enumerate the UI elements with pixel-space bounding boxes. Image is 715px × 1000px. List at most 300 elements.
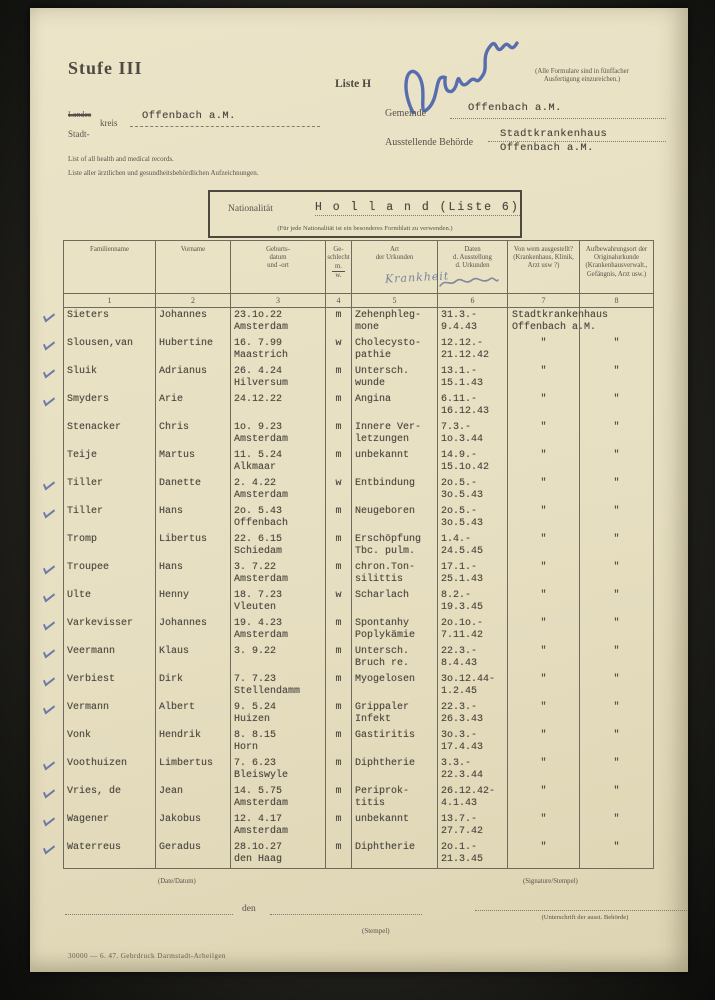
- cell-vorname: [155, 420, 230, 448]
- cell-von-wem-ausgestellt: [507, 560, 579, 588]
- date-caption: (Date/Datum): [158, 878, 196, 885]
- cell-vorname: [155, 588, 230, 616]
- cell-text: Diphtherie: [355, 758, 416, 769]
- table-header-row: [63, 240, 654, 294]
- cell-art-der-urkunden: [351, 616, 437, 644]
- cell-text: Geradus: [159, 842, 202, 853]
- pen-check-mark: [43, 365, 55, 378]
- nationality-value: H o l l a n d (Liste 6): [315, 201, 520, 214]
- cell-text: titis: [355, 798, 386, 809]
- kreis-label: kreis: [100, 118, 118, 128]
- column-header-3: [230, 241, 325, 293]
- date-fill-line: [270, 900, 422, 915]
- cell-text: Schiedam: [234, 546, 283, 557]
- cell-text: 7.3.-: [441, 422, 472, 433]
- cell-familienname: [63, 812, 155, 840]
- cell-familienname: [63, 644, 155, 672]
- cell-art-der-urkunden: [351, 336, 437, 364]
- ditto-mark: ": [613, 786, 620, 797]
- cell-geburtsdatum-ort: [230, 644, 325, 672]
- cell-text: m: [335, 394, 342, 405]
- cell-geburtsdatum-ort: [230, 364, 325, 392]
- cell-vorname: [155, 448, 230, 476]
- cell-text: Adrianus: [159, 366, 208, 377]
- cell-text: w: [335, 338, 342, 349]
- sex-mw-fraction: m. w.: [332, 263, 345, 279]
- ditto-mark: ": [540, 702, 547, 713]
- cell-text: 26.3.43: [441, 714, 484, 725]
- cell-daten-der-ausstellung: [437, 364, 507, 392]
- cell-von-wem-ausgestellt: [507, 308, 609, 336]
- ditto-mark: ": [540, 842, 547, 853]
- cell-text: 16.12.43: [441, 406, 490, 417]
- table-row: [63, 392, 654, 420]
- cell-text: Stenacker: [67, 422, 122, 433]
- column-header-line: d. Ausstellung: [453, 254, 492, 262]
- cell-geburtsdatum-ort: [230, 336, 325, 364]
- cell-daten-der-ausstellung: [437, 336, 507, 364]
- cell-text: 3o.12.44-: [441, 674, 496, 685]
- ditto-mark: ": [613, 842, 620, 853]
- cell-text: 3. 7.22: [234, 562, 277, 573]
- cell-text: Albert: [159, 702, 196, 713]
- ditto-mark: ": [540, 590, 547, 601]
- ditto-mark: ": [540, 422, 547, 433]
- cell-art-der-urkunden: [351, 812, 437, 840]
- cell-familienname: [63, 756, 155, 784]
- cell-text: 1.2.45: [441, 686, 478, 697]
- cell-geburtsdatum-ort: [230, 448, 325, 476]
- cell-art-der-urkunden: [351, 560, 437, 588]
- nationality-box: [208, 190, 522, 238]
- ditto-mark: ": [540, 814, 547, 825]
- scanned-form-page: [30, 8, 688, 972]
- cell-text: m: [335, 562, 342, 573]
- cell-text: unbekannt: [355, 814, 410, 825]
- nationality-label: Nationalität: [228, 204, 273, 214]
- cell-text: Jean: [159, 786, 184, 797]
- cell-text: 24.12.22: [234, 394, 283, 405]
- cell-daten-der-ausstellung: [437, 588, 507, 616]
- cell-text: 12. 4.17: [234, 814, 283, 825]
- stempel-caption: (Stempel): [362, 927, 390, 935]
- cell-familienname: [63, 308, 155, 336]
- cell-geburtsdatum-ort: [230, 560, 325, 588]
- cell-aufbewahrungsort: [579, 532, 654, 560]
- cell-von-wem-ausgestellt: [507, 756, 579, 784]
- ditto-mark: ": [540, 562, 547, 573]
- printer-imprint: 30000 — 6. 47. Gebrdruck Darmstadt-Arheilgen: [68, 952, 226, 960]
- ditto-mark: ": [613, 674, 620, 685]
- cell-von-wem-ausgestellt: [507, 616, 579, 644]
- cell-text: 2o. 5.43: [234, 506, 283, 517]
- cell-familienname: [63, 728, 155, 756]
- cell-familienname: [63, 532, 155, 560]
- cell-geschlecht: [325, 308, 351, 336]
- cell-daten-der-ausstellung: [437, 476, 507, 504]
- cell-von-wem-ausgestellt: [507, 504, 579, 532]
- cell-text: Bleiswyle: [234, 770, 289, 781]
- cell-vorname: [155, 560, 230, 588]
- pen-check-mark: [43, 617, 55, 630]
- cell-von-wem-ausgestellt: [507, 420, 579, 448]
- cell-aufbewahrungsort: [579, 616, 654, 644]
- cell-text: 15.1.43: [441, 378, 484, 389]
- cell-text: Veermann: [67, 646, 116, 657]
- cell-text: 2. 4.22: [234, 478, 277, 489]
- cell-geschlecht: [325, 476, 351, 504]
- cell-text: unbekannt: [355, 450, 410, 461]
- cell-text: Amsterdam: [234, 798, 289, 809]
- cell-art-der-urkunden: [351, 700, 437, 728]
- cell-text: 26. 4.24: [234, 366, 283, 377]
- cell-geschlecht: [325, 672, 351, 700]
- cell-text: Sieters: [67, 310, 110, 321]
- cell-text: Stadtkrankenhaus: [512, 310, 609, 321]
- cell-text: m: [335, 758, 342, 769]
- cell-art-der-urkunden: [351, 448, 437, 476]
- cell-geschlecht: [325, 700, 351, 728]
- cell-text: Poplykämie: [355, 630, 416, 641]
- cell-geschlecht: [325, 448, 351, 476]
- cell-geburtsdatum-ort: [230, 672, 325, 700]
- cell-text: Vermann: [67, 702, 110, 713]
- column-header-1: [63, 241, 155, 293]
- cell-familienname: [63, 560, 155, 588]
- cell-text: Cholecysto-: [355, 338, 422, 349]
- cell-vorname: [155, 308, 230, 336]
- ditto-mark: ": [540, 730, 547, 741]
- ditto-mark: ": [540, 366, 547, 377]
- cell-von-wem-ausgestellt: [507, 336, 579, 364]
- cell-text: wunde: [355, 378, 386, 389]
- cell-text: Jakobus: [159, 814, 202, 825]
- column-number: 4: [325, 294, 351, 307]
- nationality-note: (Für jede Nationalität ist ein besonderes Formblatt zu verwenden.): [277, 225, 453, 232]
- column-header-8: [579, 241, 654, 293]
- cell-text: Maastrich: [234, 350, 289, 361]
- cell-text: 27.7.42: [441, 826, 484, 837]
- cell-geschlecht: [325, 532, 351, 560]
- cell-daten-der-ausstellung: [437, 672, 507, 700]
- column-number: 1: [63, 294, 155, 307]
- cell-geschlecht: [325, 504, 351, 532]
- cell-text: letzungen: [355, 434, 410, 445]
- column-header-line: schlecht: [327, 254, 350, 262]
- cell-text: Vleuten: [234, 602, 277, 613]
- cell-text: Amsterdam: [234, 826, 289, 837]
- cell-geburtsdatum-ort: [230, 476, 325, 504]
- cell-art-der-urkunden: [351, 784, 437, 812]
- cell-geburtsdatum-ort: [230, 812, 325, 840]
- cell-geburtsdatum-ort: [230, 616, 325, 644]
- cell-vorname: [155, 392, 230, 420]
- cell-geburtsdatum-ort: [230, 308, 325, 336]
- table-row: [63, 840, 654, 868]
- cell-aufbewahrungsort: [579, 840, 654, 868]
- pen-check-mark: [43, 701, 55, 714]
- cell-vorname: [155, 784, 230, 812]
- cell-text: Periprok-: [355, 786, 410, 797]
- column-number: 6: [437, 294, 507, 307]
- cell-text: 13.1.-: [441, 366, 478, 377]
- cell-text: 22.3.-: [441, 702, 478, 713]
- cell-familienname: [63, 784, 155, 812]
- cell-text: Smyders: [67, 394, 110, 405]
- cell-text: 9.4.43: [441, 322, 478, 333]
- kreis-fill-line: [130, 112, 320, 127]
- cell-geschlecht: [325, 812, 351, 840]
- cell-text: Hilversum: [234, 378, 289, 389]
- cell-daten-der-ausstellung: [437, 700, 507, 728]
- cell-text: Amsterdam: [234, 322, 289, 333]
- cell-text: m: [335, 674, 342, 685]
- cell-vorname: [155, 700, 230, 728]
- cell-von-wem-ausgestellt: [507, 448, 579, 476]
- kreis-value: Offenbach a.M.: [142, 110, 236, 122]
- cell-text: m: [335, 702, 342, 713]
- unterschrift-caption: (Unterschrift der ausst. Behörde): [541, 914, 629, 921]
- cell-text: 15.1o.42: [441, 462, 490, 473]
- cell-geburtsdatum-ort: [230, 504, 325, 532]
- cell-text: den Haag: [234, 854, 283, 865]
- cell-von-wem-ausgestellt: [507, 812, 579, 840]
- pen-check-mark: [43, 589, 55, 602]
- cell-text: 7.11.42: [441, 630, 484, 641]
- cell-aufbewahrungsort: [579, 588, 654, 616]
- table-row: [63, 308, 654, 336]
- cell-familienname: [63, 420, 155, 448]
- cell-art-der-urkunden: [351, 392, 437, 420]
- pen-check-mark: [43, 841, 55, 854]
- column-header-line: Daten: [464, 246, 481, 253]
- cell-vorname: [155, 728, 230, 756]
- cell-text: 1o.3.44: [441, 434, 484, 445]
- cell-text: 2o.1.-: [441, 842, 478, 853]
- cell-familienname: [63, 672, 155, 700]
- cell-text: Gastiritis: [355, 730, 416, 741]
- form-instruction-note-line2: Ausfertigung einzureichen.): [543, 76, 621, 83]
- column-number: 2: [155, 294, 230, 307]
- cell-text: Innere Ver-: [355, 422, 422, 433]
- cell-aufbewahrungsort: [579, 364, 654, 392]
- cell-text: 21.12.42: [441, 350, 490, 361]
- cell-text: Sluik: [67, 366, 98, 377]
- cell-art-der-urkunden: [351, 588, 437, 616]
- cell-text: Henny: [159, 590, 190, 601]
- table-column-numbers-row: [63, 294, 654, 308]
- cell-vorname: [155, 756, 230, 784]
- cell-geburtsdatum-ort: [230, 392, 325, 420]
- cell-text: m: [335, 310, 342, 321]
- handwritten-krankheit-note: Krankheit: [384, 269, 450, 286]
- cell-text: m: [335, 450, 342, 461]
- cell-text: pathie: [355, 350, 392, 361]
- cell-text: Dirk: [159, 674, 184, 685]
- cell-text: Wagener: [67, 814, 110, 825]
- cell-text: Stellendamm: [234, 686, 301, 697]
- landes-label-struck: Landes: [68, 110, 92, 119]
- cell-text: Troupee: [67, 562, 110, 573]
- cell-text: 28.1o.27: [234, 842, 283, 853]
- table-row: [63, 756, 654, 784]
- cell-geschlecht: [325, 336, 351, 364]
- cell-text: Tiller: [67, 478, 104, 489]
- cell-text: Slousen,van: [67, 338, 134, 349]
- column-header-line: Originalurkunde: [594, 254, 639, 262]
- ditto-mark: ": [613, 366, 620, 377]
- cell-text: Alkmaar: [234, 462, 277, 473]
- form-instruction-note-line1: (Alle Formulare sind in fünffacher: [535, 68, 629, 75]
- cell-daten-der-ausstellung: [437, 840, 507, 868]
- behoerde-label: Ausstellende Behörde: [385, 137, 474, 148]
- ditto-mark: ": [540, 450, 547, 461]
- ditto-mark: ": [613, 338, 620, 349]
- column-header-line: Familienname: [90, 246, 129, 253]
- cell-geburtsdatum-ort: [230, 756, 325, 784]
- subtitle-english: List of all health and medical records.: [68, 155, 174, 163]
- signature-caption: (Signature/Stempel): [523, 878, 578, 885]
- cell-vorname: [155, 504, 230, 532]
- cell-geburtsdatum-ort: [230, 784, 325, 812]
- cell-text: 22. 6.15: [234, 534, 283, 545]
- cell-text: 18. 7.23: [234, 590, 283, 601]
- cell-text: m: [335, 646, 342, 657]
- cell-von-wem-ausgestellt: [507, 392, 579, 420]
- cell-daten-der-ausstellung: [437, 308, 507, 336]
- cell-daten-der-ausstellung: [437, 392, 507, 420]
- den-label: den: [242, 904, 256, 914]
- pen-check-mark: [43, 785, 55, 798]
- cell-text: w: [335, 478, 342, 489]
- form-list-title: Liste H: [335, 78, 372, 90]
- cell-text: w: [335, 590, 342, 601]
- cell-vorname: [155, 840, 230, 868]
- cell-geburtsdatum-ort: [230, 532, 325, 560]
- cell-text: Bruch re.: [355, 658, 410, 669]
- cell-text: 25.1.43: [441, 574, 484, 585]
- cell-geschlecht: [325, 644, 351, 672]
- cell-text: 7. 6.23: [234, 758, 277, 769]
- cell-text: Amsterdam: [234, 434, 289, 445]
- cell-daten-der-ausstellung: [437, 784, 507, 812]
- cell-aufbewahrungsort: [579, 448, 654, 476]
- cell-text: m: [335, 842, 342, 853]
- cell-familienname: [63, 616, 155, 644]
- cell-text: 17.1.-: [441, 562, 478, 573]
- cell-text: chron.Ton-: [355, 562, 416, 573]
- column-header-line: und -ort: [267, 262, 289, 270]
- cell-von-wem-ausgestellt: [507, 672, 579, 700]
- cell-daten-der-ausstellung: [437, 616, 507, 644]
- cell-daten-der-ausstellung: [437, 448, 507, 476]
- table-row: [63, 420, 654, 448]
- ditto-mark: ": [540, 618, 547, 629]
- pen-check-mark: [43, 561, 55, 574]
- cell-familienname: [63, 840, 155, 868]
- cell-text: 21.3.45: [441, 854, 484, 865]
- cell-von-wem-ausgestellt: [507, 588, 579, 616]
- cell-art-der-urkunden: [351, 532, 437, 560]
- column-header-line: Ge-: [333, 246, 344, 253]
- cell-daten-der-ausstellung: [437, 644, 507, 672]
- place-fill-line: [65, 900, 233, 915]
- cell-text: m: [335, 506, 342, 517]
- cell-text: Johannes: [159, 618, 208, 629]
- form-instruction-note: [490, 68, 674, 84]
- column-number: 5: [351, 294, 437, 307]
- cell-text: 7. 7.23: [234, 674, 277, 685]
- cell-text: 17.4.43: [441, 742, 484, 753]
- cell-text: 8.2.-: [441, 590, 472, 601]
- cell-aufbewahrungsort: [579, 504, 654, 532]
- cell-geschlecht: [325, 560, 351, 588]
- form-grade-title: Stufe III: [68, 58, 143, 78]
- column-header-7: [507, 241, 579, 293]
- cell-text: Klaus: [159, 646, 190, 657]
- cell-daten-der-ausstellung: [437, 756, 507, 784]
- cell-von-wem-ausgestellt: [507, 644, 579, 672]
- cell-text: Untersch.: [355, 646, 410, 657]
- cell-text: 14. 5.75: [234, 786, 283, 797]
- pen-check-mark: [43, 337, 55, 350]
- records-table: [63, 240, 654, 869]
- cell-art-der-urkunden: [351, 728, 437, 756]
- column-number: 3: [230, 294, 325, 307]
- cell-von-wem-ausgestellt: [507, 700, 579, 728]
- cell-geschlecht: [325, 616, 351, 644]
- cell-art-der-urkunden: [351, 420, 437, 448]
- cell-text: Myogelosen: [355, 674, 416, 685]
- cell-text: Diphtherie: [355, 842, 416, 853]
- handwritten-date-scribble: [438, 276, 500, 290]
- cell-text: Varkevisser: [67, 618, 134, 629]
- cell-von-wem-ausgestellt: [507, 364, 579, 392]
- cell-text: 22.3.-: [441, 646, 478, 657]
- table-body: [63, 308, 654, 869]
- column-header-4: [325, 241, 351, 293]
- cell-text: 11. 5.24: [234, 450, 283, 461]
- cell-text: Chris: [159, 422, 190, 433]
- behoerde-value-line2: Offenbach a.M.: [500, 142, 594, 154]
- cell-text: Voothuizen: [67, 758, 128, 769]
- cell-text: 3o.5.43: [441, 490, 484, 501]
- column-header-2: [155, 241, 230, 293]
- cell-vorname: [155, 812, 230, 840]
- cell-text: 3o.3.-: [441, 730, 478, 741]
- cell-art-der-urkunden: [351, 756, 437, 784]
- cell-text: 13.7.-: [441, 814, 478, 825]
- cell-text: Danette: [159, 478, 202, 489]
- cell-geschlecht: [325, 756, 351, 784]
- table-row: [63, 504, 654, 532]
- cell-text: Martus: [159, 450, 196, 461]
- table-row: [63, 616, 654, 644]
- cell-text: 8.4.43: [441, 658, 478, 669]
- ditto-mark: ": [613, 814, 620, 825]
- cell-aufbewahrungsort: [579, 756, 654, 784]
- pen-check-mark: [43, 645, 55, 658]
- cell-text: Hans: [159, 562, 184, 573]
- column-header-line: Von wem ausgestellt?: [513, 246, 574, 253]
- ditto-mark: ": [613, 730, 620, 741]
- column-header-line: d. Urkunden: [455, 262, 490, 270]
- cell-text: Scharlach: [355, 590, 410, 601]
- stadt-label: Stadt-: [68, 129, 90, 139]
- ditto-mark: ": [613, 422, 620, 433]
- cell-geburtsdatum-ort: [230, 700, 325, 728]
- cell-aufbewahrungsort: [579, 420, 654, 448]
